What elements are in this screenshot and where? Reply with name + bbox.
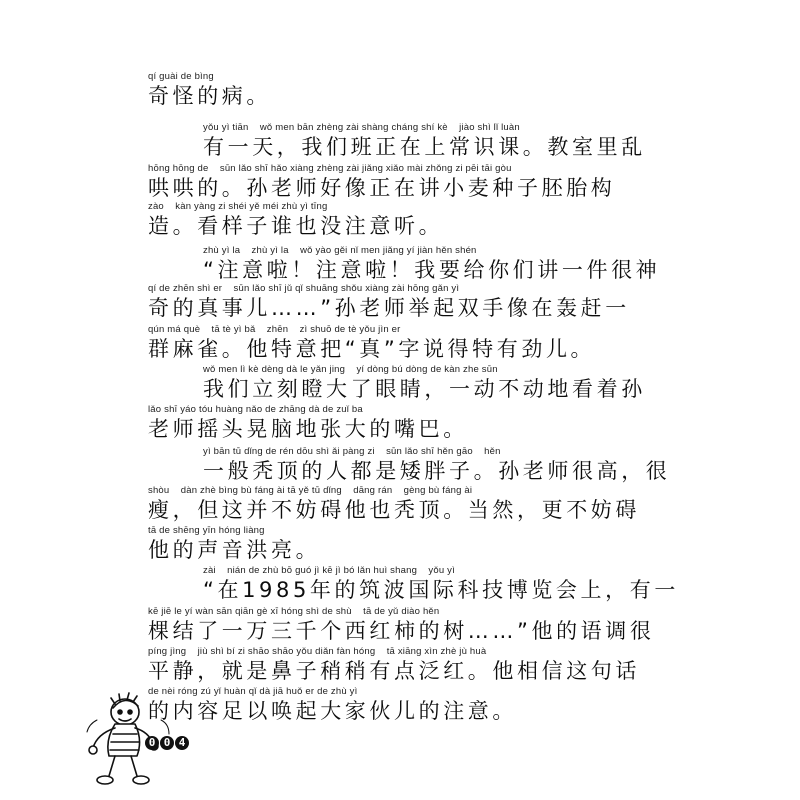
pinyin: qí guài de bìng [148,71,214,82]
pinyin: tā de shēng yīn hóng liàng [148,525,265,536]
pinyin: hōng hōng de sūn lǎo shī hǎo xiàng zhèng zài jiǎng xiǎo mài zhǒng zi pēi tāi gòu [148,163,512,174]
pinyin: wǒ men lì kè dèng dà le yǎn jing yí dòng bú dòng de kàn zhe sūn [203,364,498,375]
text-line [203,565,679,603]
text-line [148,324,668,362]
text-line [148,404,668,442]
pinyin: de nèi róng zú yǐ huàn qǐ dà jiā huǒ er de zhù yì [148,686,358,697]
text-line [148,163,668,201]
pinyin: píng jìng jiù shì bí zi shāo shāo yǒu diǎn fàn hóng tā xiāng xìn zhè jù huà [148,646,487,657]
chinese-text: 棵结了一万三千个西红柿的树……”他的语调很 [148,619,655,643]
chinese-text: 瘦，但这并不妨碍他也秃顶。当然，更不妨碍 [148,498,640,522]
text-line [203,364,668,402]
chinese-text: 群麻雀。他特意把“真”字说得特有劲儿。 [148,337,596,361]
pinyin: qún má què tā tè yì bǎ zhēn zì shuō de tè yǒu jìn er [148,324,401,335]
page-number-digit: 4 [175,736,189,750]
chinese-text: 我们立刻瞪大了眼睛，一动不动地看着孙 [203,377,646,401]
chinese-text: 有一天，我们班正在上常识课。教室里乱 [203,135,646,159]
text-line [148,525,668,563]
chinese-text: “在1985年的筑波国际科技博览会上，有一 [203,578,679,602]
chinese-text: 一般秃顶的人都是矮胖子。孙老师很高，很 [203,459,671,483]
pinyin: kē jiē le yí wàn sān qiān gè xī hóng shì de shù tā de yǔ diào hěn [148,606,440,617]
pinyin: zài nián de zhù bō guó jì kē jì bó lǎn huì shang yǒu yì [203,565,455,576]
page-number-digit: 0 [160,736,174,750]
pinyin: zào kàn yàng zi shéi yě méi zhù yì tīng [148,201,328,212]
text-line [148,646,668,684]
text-line [203,446,671,484]
text-line [148,283,668,321]
pinyin: qí de zhēn shì er sūn lǎo shī jǔ qǐ shuāng shǒu xiàng zài hōng gǎn yì [148,283,460,294]
page-number [145,736,189,750]
chinese-text: “注意啦！注意啦！我要给你们讲一件很神 [203,258,661,282]
text-line [203,245,668,283]
chinese-text: 造。看样子谁也没注意听。 [148,214,444,238]
pinyin: zhù yì la zhù yì la wǒ yào gěi nǐ men jiǎng yí jiàn hěn shén [203,245,477,256]
chinese-text: 哄哄的。孙老师好像正在讲小麦种子胚胎构 [148,176,616,200]
chinese-text: 他的声音洪亮。 [148,538,321,562]
chinese-text: 老师摇头晃脑地张大的嘴巴。 [148,417,468,441]
pinyin: yì bān tū dǐng de rén dōu shì ǎi pàng zi sūn lǎo shī hěn gāo hěn [203,446,501,457]
pinyin: shòu dàn zhè bìng bù fáng ài tā yě tū dǐng dāng rán gèng bù fáng ài [148,485,473,496]
chinese-text: 平静，就是鼻子稍稍有点泛红。他相信这句话 [148,659,640,683]
text-line [148,606,668,644]
chinese-text: 奇的真事儿……”孙老师举起双手像在轰赶一 [148,296,630,320]
text-line [148,485,668,523]
page-number-digit: 0 [145,736,159,750]
text-line [148,201,668,239]
pinyin: lǎo shī yáo tóu huàng nǎo de zhāng dà de zuǐ ba [148,404,363,415]
text-line [148,686,668,724]
text-line [203,122,668,160]
chinese-text: 的内容足以唤起大家伙儿的注意。 [148,699,517,723]
chinese-text: 奇怪的病。 [148,84,271,108]
pinyin: yǒu yì tiān wǒ men bān zhèng zài shàng cháng shí kè jiào shì lǐ luàn [203,122,520,133]
text-line [148,71,668,109]
